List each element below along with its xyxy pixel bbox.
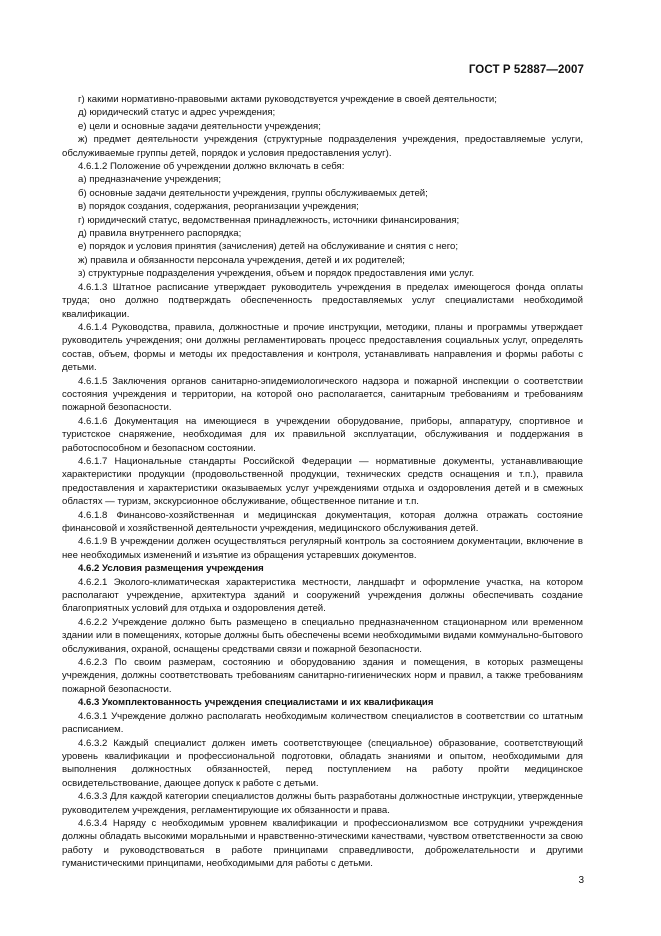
paragraph: б) основные задачи деятельности учреждения, группы обслуживаемых детей; xyxy=(78,187,428,199)
paragraph: д) юридический статус и адрес учреждения; xyxy=(78,107,276,119)
paragraph: 4.6.2.3 По своим размерам, состоянию и оборудованию здания и помещения, в которых размещены учреждения, должны соответствовать требованиям санитарно-гигиенических норм и правил, а также требованиям пожарной безопасности. xyxy=(62,657,583,695)
paragraph: г) какими нормативно-правовыми актами руководствуется учреждение в своей деятельности; xyxy=(78,94,497,105)
paragraph: 4.6.2.2 Учреждение должно быть размещено в специально предназначенном стационарном или временном здании или в помещениях, которые должны быть обеспечены всеми необходимыми видами коммунально-бытового обслуживания, охраной, оснащены средствами связи и пожарной безопасности. xyxy=(62,616,583,655)
paragraph: 4.6.1.9 В учреждении должен осуществляться регулярный контроль за состоянием документации, включение в нее необходимых изменений и изъятие из обращения устаревших документов. xyxy=(62,536,583,561)
document-body xyxy=(62,93,583,871)
paragraph: 4.6.2.1 Эколого-климатическая характеристика местности, ландшафт и оформление участка, на котором располагают учреждение, архитектура зданий и сооружений учреждения должны обеспечивать создание благоприятных условий для отдыха и оздоровления детей. xyxy=(62,576,583,615)
paragraph: в) порядок создания, содержания, реорганизации учреждения; xyxy=(78,201,359,213)
paragraph: 4.6.1.8 Финансово-хозяйственная и медицинская документация, которая должна отражать состояние финансовой и хозяйственной деятельности учреждения, медицинского обслуживания детей. xyxy=(62,509,583,534)
section-heading: 4.6.3 Укомплектованность учреждения специалистами и их квалификация xyxy=(78,697,434,709)
paragraph: 4.6.1.3 Штатное расписание утверждает руководитель учреждения в пределах имеющегося фонда оплаты труда; оно должно подтверждать обеспеченность предоставляемых услуг специалистами необходимой квалификации. xyxy=(62,281,583,320)
paragraph: 4.6.3.2 Каждый специалист должен иметь соответствующее (специальное) образование, соответствующий уровень квалификации и профессиональной подготовки, обладать знаниями и опытом, необходимыми для выполнения должностных обязанностей, перед поступлением на работу пройти медицинское освидетельствование, дающее допуск к работе с детьми. xyxy=(62,737,583,789)
paragraph: з) структурные подразделения учреждения, объем и порядок предоставления ими услуг. xyxy=(78,268,475,280)
paragraph: 4.6.1.7 Национальные стандарты Российской Федерации — нормативные документы, устанавливающие характеристики продукции (продовольственной продукции, технических средств оснащения и т.п.), правила предоставления и характеристики оказываемых услуг учреждениями отдыха и оздоровления детей и в смежных областях — туризм, экскурсионное обслуживание, общественное питание и т.п. xyxy=(62,455,583,508)
section-heading: 4.6.2 Условия размещения учреждения xyxy=(78,563,264,575)
paragraph: д) правила внутреннего распорядка; xyxy=(78,228,242,240)
paragraph: 4.6.1.6 Документация на имеющиеся в учреждении оборудование, приборы, аппаратуру, спортивное и туристское снаряжение, необходимая для их правильной эксплуатации, обслуживания и поддержания в работоспособном и безопасном состоянии. xyxy=(62,415,583,454)
paragraph: е) цели и основные задачи деятельности учреждения; xyxy=(78,120,321,132)
paragraph: ж) предмет деятельности учреждения (структурные подразделения учреждения, предоставляемые услуги, обслуживаемые группы детей, порядок и условия предоставления услуг). xyxy=(62,134,583,159)
paragraph: 4.6.1.5 Заключения органов санитарно-эпидемиологического надзора и пожарной инспекции о соответствии состояния учреждения и территории, на которой оно располагается, санитарным требованиям и требованиям пожарной безопасности. xyxy=(62,375,583,414)
paragraph: ж) правила и обязанности персонала учреждения, детей и их родителей; xyxy=(78,254,405,266)
paragraph: 4.6.3.4 Наряду с необходимым уровнем квалификации и профессионализмом все сотрудники учреждения должны обладать высокими моральными и нравственно-этическими качествами, чувством ответственности за свою работу и руководствоваться в работе принципами справедливости, доброжелательности и другими гуманистическими принципами, необходимыми для работы с детьми. xyxy=(62,817,583,870)
paragraph: г) юридический статус, ведомственная принадлежность, источники финансирования; xyxy=(78,214,460,226)
standard-header: ГОСТ Р 52887—2007 xyxy=(468,64,584,76)
paragraph: е) порядок и условия принятия (зачисления) детей на обслуживание и снятия с него; xyxy=(78,241,458,253)
paragraph: 4.6.3.1 Учреждение должно располагать необходимым количеством специалистов в соответствии со штатным расписанием. xyxy=(62,710,583,736)
paragraph: 4.6.3.3 Для каждой категории специалистов должны быть разработаны должностные инструкции, утвержденные руководителем учреждения, регламентирующие их обязанности и права. xyxy=(62,791,583,816)
paragraph: а) предназначение учреждения; xyxy=(78,174,222,186)
paragraph: 4.6.1.2 Положение об учреждении должно включать в себя: xyxy=(78,161,345,173)
paragraph: 4.6.1.4 Руководства, правила, должностные и прочие инструкции, методики, планы и программы утверждает руководитель учреждения; они должны регламентировать процесс предоставления социальных услуг, определять состав, объем, формы и методы их предоставления и контроля, устанавливать направления и формы работы с детьми. xyxy=(62,321,583,374)
page-number: 3 xyxy=(578,875,584,886)
